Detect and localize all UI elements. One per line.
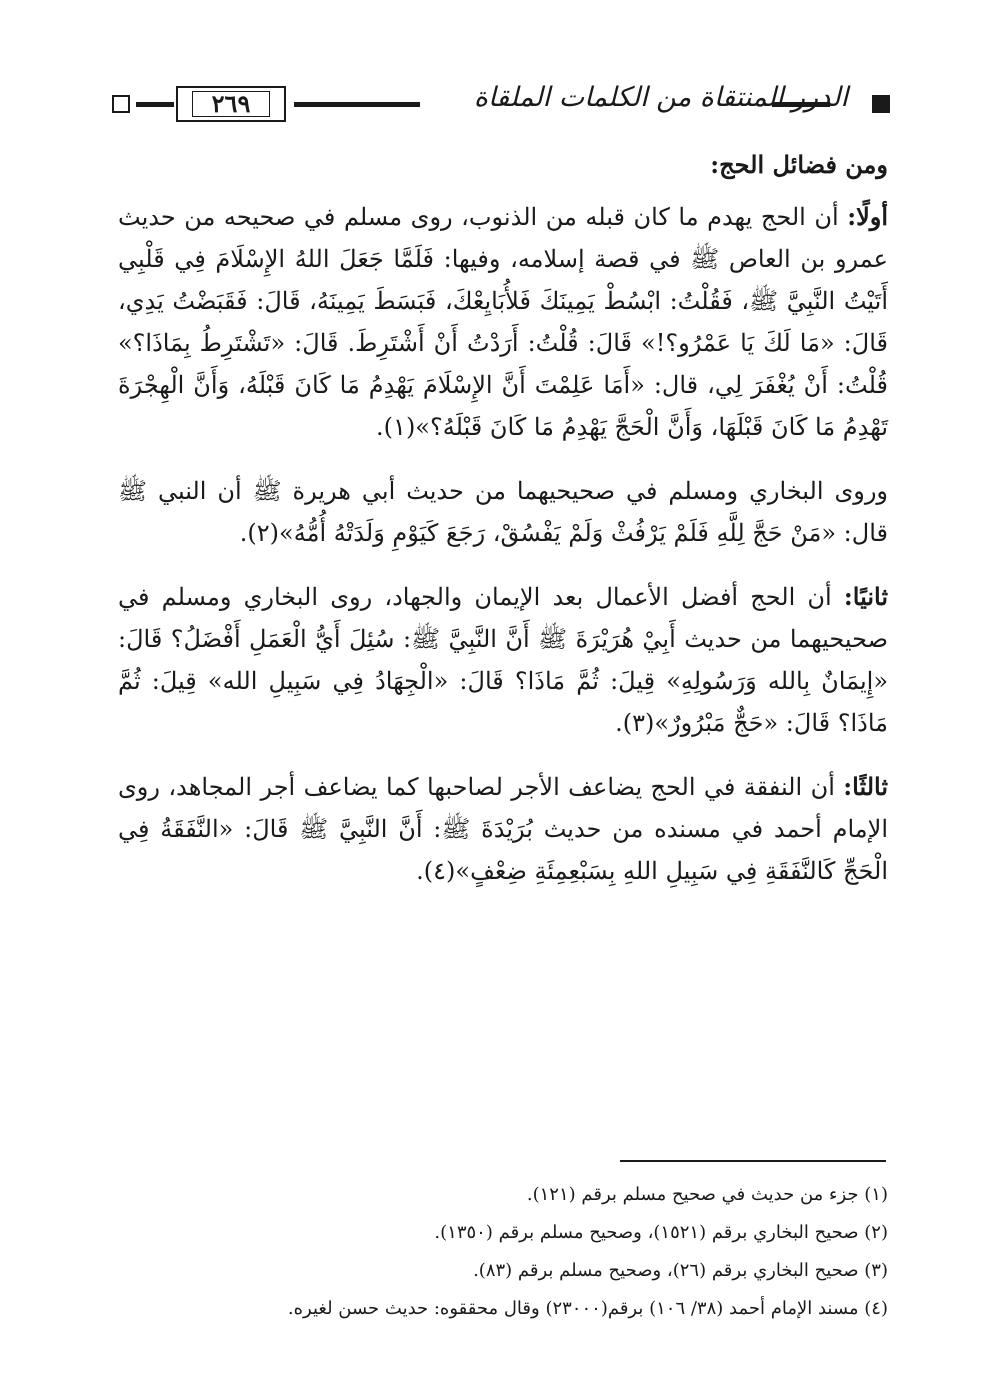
page-body: [118, 144, 888, 914]
header-square-right: [872, 95, 890, 113]
page-number-frame: [176, 86, 286, 122]
paragraph-text: أن الحج يهدم ما كان قبله من الذنوب، روى مسلم في صحيحه من حديث عمرو بن العاص ﷺ في قصة إسلامه، وفيها: فَلَمَّا جَعَلَ اللهُ الإِسْلَامَ فِي قَلْبِي أَتَيْتُ النَّبِيَّ ﷺ، فَقُلْتُ: ابْسُطْ يَمِينَكَ فَلأُبَايِعْكَ، فَبَسَطَ يَمِينَهُ، قَالَ: فَقَبَضْتُ يَدِي، قَالَ: «مَا لَكَ يَا عَمْرُو؟!» قَالَ: قُلْتُ: أَرَدْتُ أَنْ أَشْتَرِطَ. قَالَ: «تَشْتَرِطُ بِمَاذَا؟» قُلْتُ: أَنْ يُغْفَرَ لِي، قال: «أَمَا عَلِمْتَ أَنَّ الإِسْلَامَ يَهْدِمُ مَا كَانَ قَبْلَهُ، وَأَنَّ الْهِجْرَةَ تَهْدِمُ مَا كَانَ قَبْلَهَا، وَأَنَّ الْحَجَّ يَهْدِمُ مَا كَانَ قَبْلَهُ؟»(١).: [118, 203, 888, 441]
header-square-left: [112, 95, 130, 113]
paragraph-text: وروى البخاري ومسلم في صحيحيهما من حديث أبي هريرة ﷺ أن النبي ﷺ قال: «مَنْ حَجَّ لِلَّهِ فَلَمْ يَرْفُثْ وَلَمْ يَفْسُقْ، رَجَعَ كَيَوْمِ وَلَدَتْهُ أُمُّهُ»(٢).: [118, 477, 888, 547]
page-header: [112, 78, 890, 132]
paragraph-third: [118, 576, 888, 744]
footnote-4: (٤) مسند الإمام أحمد (٣٨/ ١٠٦) برقم(٢٣٠٠٠) وقال محققوه: حديث حسن لغيره.: [287, 1298, 888, 1319]
footnote-2: (٢) صحيح البخاري برقم (١٥٢١)، وصحيح مسلم برقم (١٣٥٠).: [434, 1222, 888, 1243]
paragraph-fourth: [118, 766, 888, 892]
paragraph-second: [118, 470, 888, 554]
header-rule-left: [136, 102, 174, 107]
header-rule-middle: [294, 102, 420, 107]
footnote-separator: [620, 1160, 886, 1162]
paragraph-text: أن الحج أفضل الأعمال بعد الإيمان والجهاد، روى البخاري ومسلم في صحيحيهما من حديث أَبِيْ هُرَيْرَةَ ﷺ أَنَّ النَّبِيَّ ﷺ: سُئِلَ أَيُّ الْعَمَلِ أَفْضَلُ؟ قَالَ: «إِيمَانٌ بِالله وَرَسُولِهِ» قِيلَ: ثُمَّ مَاذَا؟ قَالَ: «الْجِهَادُ فِي سَبِيلِ الله» قِيلَ: ثُمَّ مَاذَا؟ قَالَ: «حَجٌّ مَبْرُورٌ»(٣).: [118, 583, 889, 737]
paragraph-lead: أولًا:: [847, 202, 889, 231]
page-number: ٢٦٩: [211, 89, 251, 118]
footnotes: [118, 1176, 888, 1328]
paragraph-lead: ثالثًا:: [843, 772, 888, 801]
footnote-3: (٣) صحيح البخاري برقم (٢٦)، وصحيح مسلم برقم (٨٣).: [473, 1260, 888, 1281]
footnote-1: (١) جزء من حديث في صحيح مسلم برقم (١٢١).: [526, 1184, 888, 1205]
paragraph-lead: ثانيًا:: [843, 582, 889, 611]
book-title: الدرر المنتقاة من الكلمات الملقاة: [473, 82, 848, 113]
paragraph-text: أن النفقة في الحج يضاعف الأجر لصاحبها كما يضاعف أجر المجاهد، روى الإمام أحمد في مسنده من حديث بُرَيْدَةَ ﷺ: أَنَّ النَّبِيَّ ﷺ قَالَ: «النَّفَقَةُ فِي الْحَجِّ كَالنَّفَقَةِ فِي سَبِيلِ اللهِ بِسَبْعِمِئَةِ ضِعْفٍ»(٤).: [118, 773, 888, 885]
paragraph-first: [118, 196, 888, 448]
section-heading: ومن فضائل الحج:: [710, 150, 888, 179]
